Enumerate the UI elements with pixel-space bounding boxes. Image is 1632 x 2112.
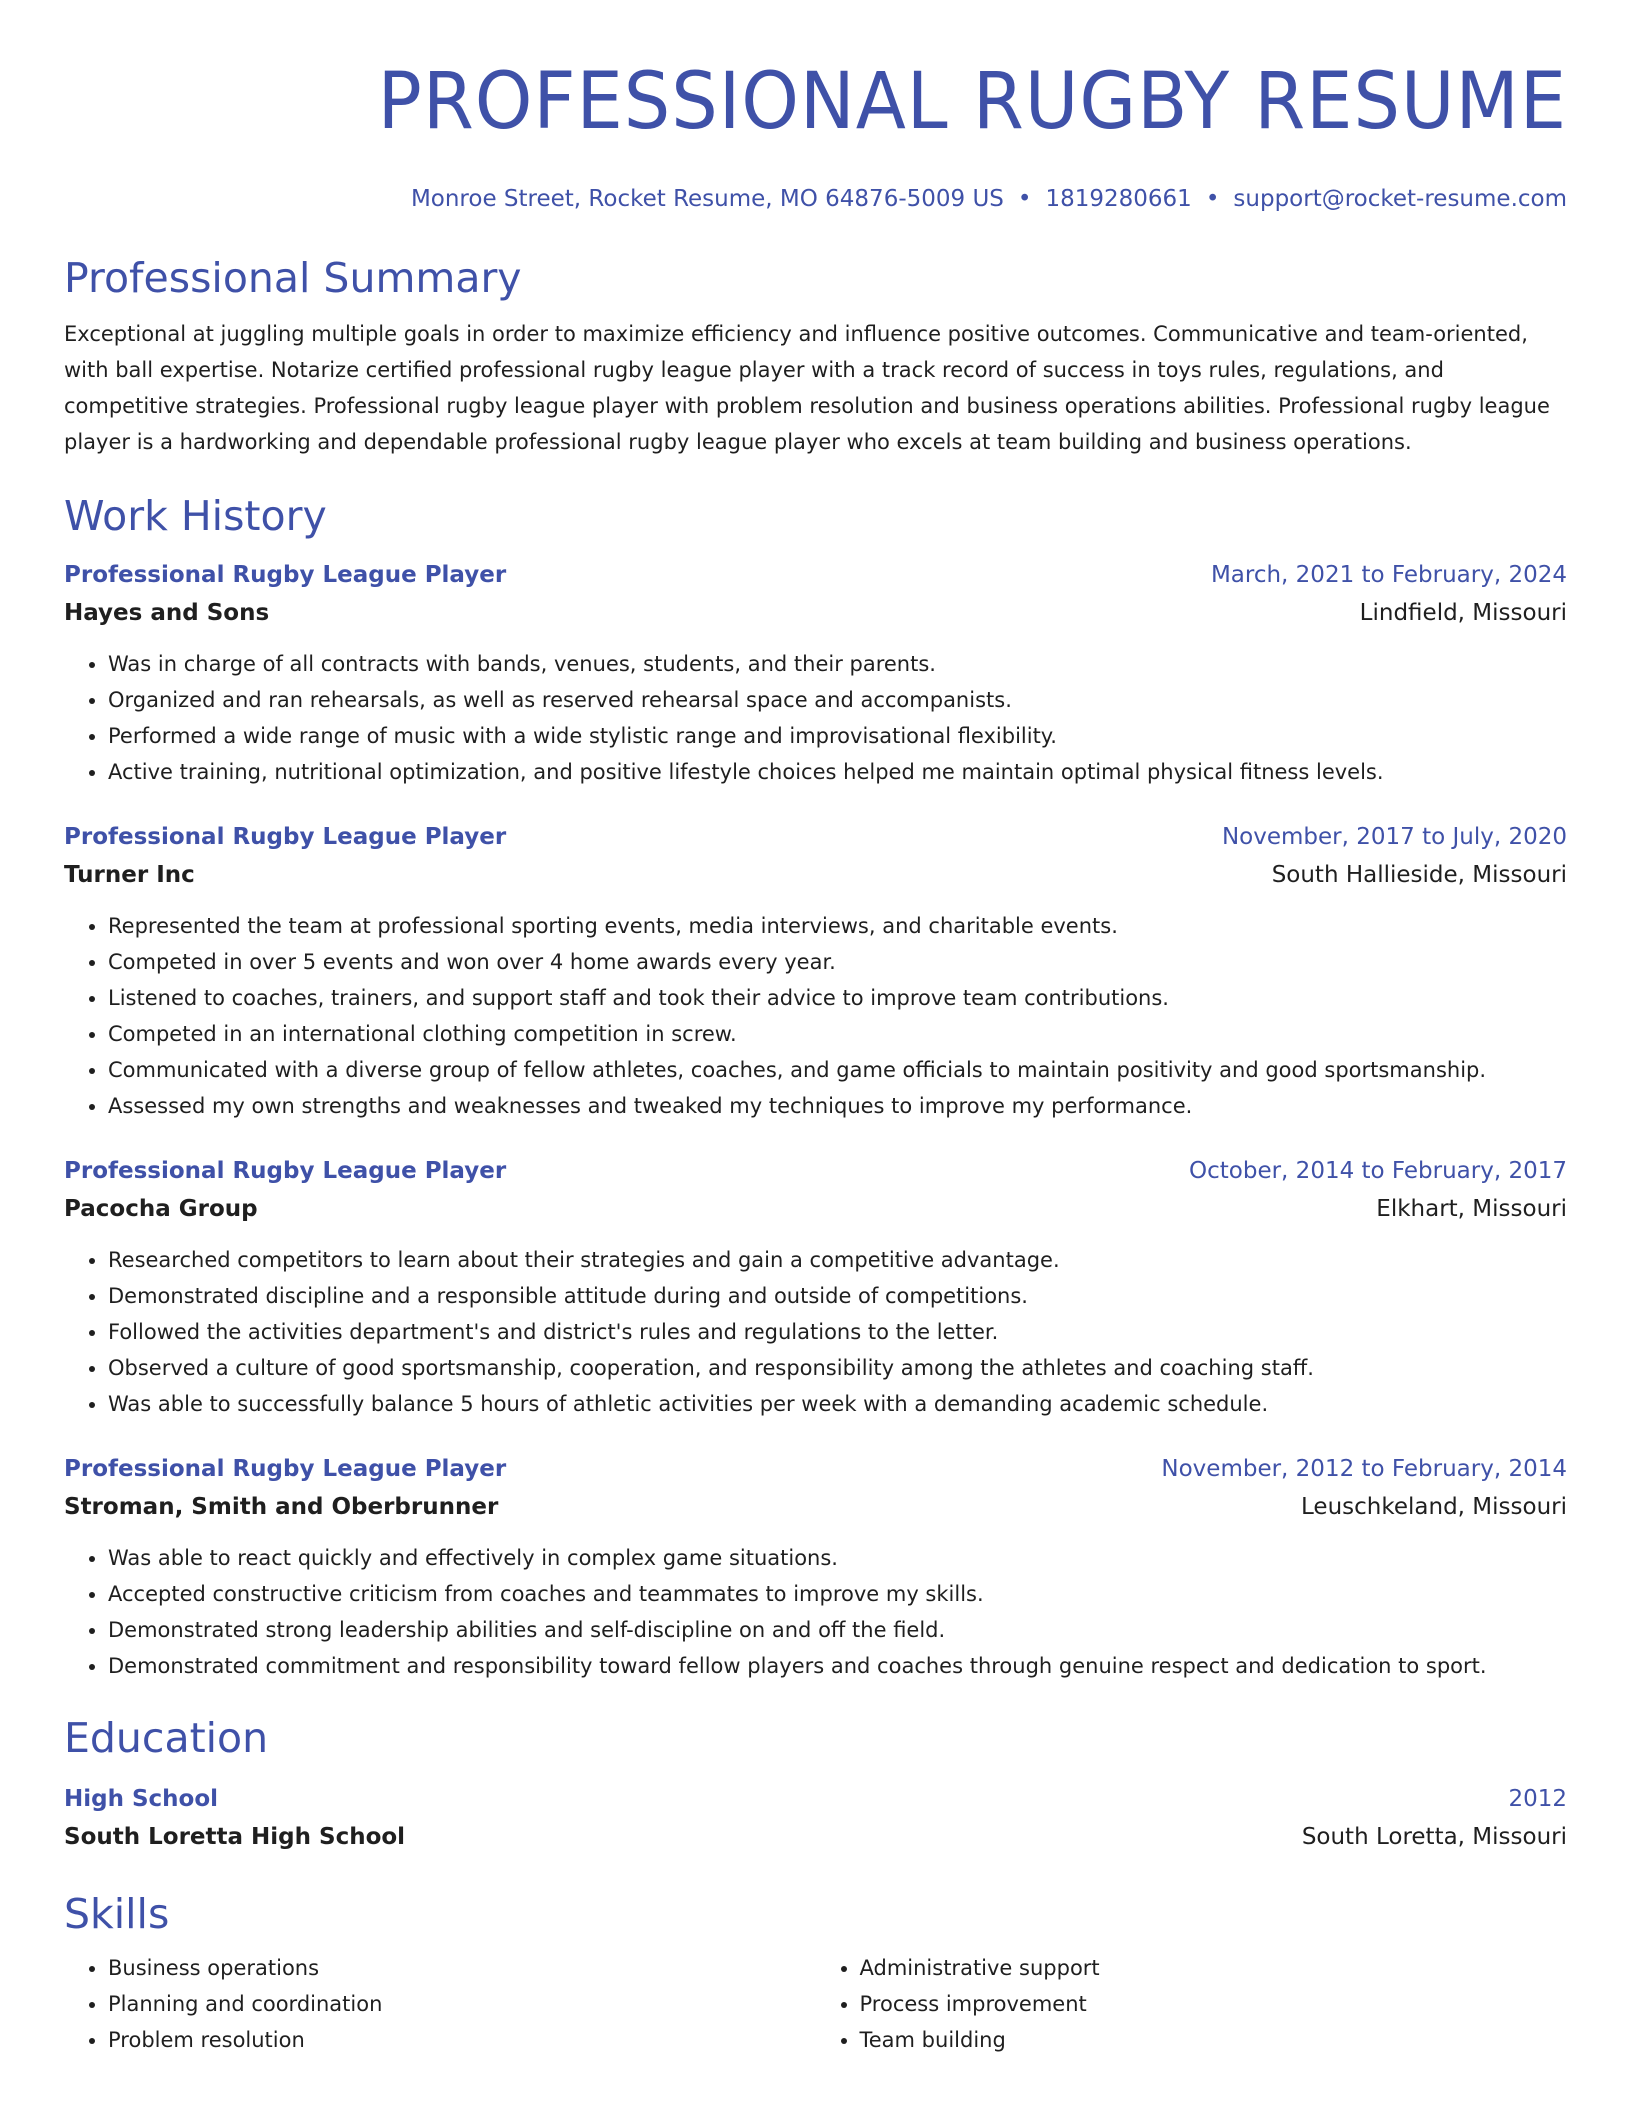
job-bullet: • Demonstrated discipline and a responsible attitude during and outside of competitions. — [108, 1278, 1567, 1314]
job-role: Professional Rugby League Player — [64, 1158, 507, 1184]
job-bullet: • Competed in over 5 events and won over 4 home awards every year. — [108, 944, 1567, 980]
job-role: Professional Rugby League Player — [64, 824, 507, 850]
contact-line — [64, 182, 1567, 216]
job-entry — [64, 818, 1567, 1124]
job-company: Turner Inc — [64, 862, 195, 888]
job-entry — [64, 1450, 1567, 1684]
job-entry — [64, 556, 1567, 790]
job-bullet: • Organized and ran rehearsals, as well as reserved rehearsal space and accompanists. — [108, 682, 1567, 718]
job-company: Hayes and Sons — [64, 600, 270, 626]
job-bullet: • Researched competitors to learn about their strategies and gain a competitive advantage. — [108, 1242, 1567, 1278]
contact-phone: 1819280661 — [1045, 186, 1192, 212]
resume-name: PROFESSIONAL RUGBY RESUME — [377, 57, 1568, 147]
job-bullet: • Competed in an international clothing competition in screw. — [108, 1016, 1567, 1052]
contact-email: support@rocket-resume.com — [1233, 186, 1567, 212]
job-bullet: • Listened to coaches, trainers, and support staff and took their advice to improve team contributions. — [108, 980, 1567, 1016]
skill-item: • Team building — [860, 2022, 1568, 2058]
contact-separator: • — [1017, 186, 1032, 212]
job-company: Pacocha Group — [64, 1196, 258, 1222]
job-bullet: • Accepted constructive criticism from coaches and teammates to improve my skills. — [108, 1576, 1567, 1612]
job-bullet: • Assessed my own strengths and weaknesses and tweaked my techniques to improve my performance. — [108, 1088, 1567, 1124]
work-history-heading: Work History — [64, 492, 327, 540]
job-bullet: • Performed a wide range of music with a wide stylistic range and improvisational flexibility. — [108, 718, 1567, 754]
job-bullet: • Active training, nutritional optimization, and positive lifestyle choices helped me maintain optimal physical fitness levels. — [108, 754, 1567, 790]
job-bullet: • Was in charge of all contracts with bands, venues, students, and their parents. — [108, 646, 1567, 682]
job-dates: October, 2014 to February, 2017 — [1189, 1158, 1567, 1184]
skill-item: • Problem resolution — [108, 2022, 816, 2058]
job-location: Lindfield, Missouri — [1359, 600, 1567, 626]
job-bullet: • Represented the team at professional sporting events, media interviews, and charitable events. — [108, 908, 1567, 944]
job-dates: November, 2017 to July, 2020 — [1221, 824, 1567, 850]
skills-list — [64, 1950, 1567, 2058]
skills-heading: Skills — [64, 1890, 170, 1938]
education-school: South Loretta High School — [64, 1824, 406, 1850]
education-entry — [64, 1780, 1567, 1856]
job-bullet: • Followed the activities department's and district's rules and regulations to the letter. — [108, 1314, 1567, 1350]
job-bullet: • Demonstrated strong leadership abilities and self-discipline on and off the field. — [108, 1612, 1567, 1648]
summary-text: Exceptional at juggling multiple goals in order to maximize efficiency and influence positive outcomes. Communicative and team-oriented, with ball expertise. Notarize certified professional rugby league player with a track record of success in toys rules, regulations, and competitive strategies. Professional rugby league player with problem resolution and business operations abilities. Professional rugby league player is a hardworking and dependable professional rugby league player who excels at team building and business operations. — [64, 322, 1550, 454]
skill-item: • Process improvement — [860, 1986, 1568, 2022]
job-bullets — [64, 1540, 1567, 1684]
skills-column-right — [816, 1950, 1568, 2058]
education-degree: High School — [64, 1786, 219, 1812]
job-bullet: • Was able to react quickly and effectively in complex game situations. — [108, 1540, 1567, 1576]
skill-item: • Planning and coordination — [108, 1986, 816, 2022]
education-heading: Education — [64, 1714, 269, 1762]
resume-header — [64, 0, 1567, 216]
job-bullets — [64, 1242, 1567, 1422]
job-bullet: • Demonstrated commitment and responsibility toward fellow players and coaches through genuine respect and dedication to sport. — [108, 1648, 1567, 1684]
job-bullet: • Observed a culture of good sportsmanship, cooperation, and responsibility among the athletes and coaching staff. — [108, 1350, 1567, 1386]
education-location: South Loretta, Missouri — [1301, 1824, 1567, 1850]
summary-heading: Professional Summary — [64, 254, 522, 302]
job-bullets — [64, 908, 1567, 1124]
skills-column-left — [64, 1950, 816, 2058]
job-role: Professional Rugby League Player — [64, 1456, 507, 1482]
job-role: Professional Rugby League Player — [64, 562, 507, 588]
job-bullet: • Communicated with a diverse group of fellow athletes, coaches, and game officials to maintain positivity and good sportsmanship. — [108, 1052, 1567, 1088]
job-location: South Hallieside, Missouri — [1271, 862, 1567, 888]
job-bullet: • Was able to successfully balance 5 hours of athletic activities per week with a demanding academic schedule. — [108, 1386, 1567, 1422]
skill-item: • Administrative support — [860, 1950, 1568, 1986]
job-entry — [64, 1152, 1567, 1422]
job-company: Stroman, Smith and Oberbrunner — [64, 1494, 499, 1520]
job-bullets — [64, 646, 1567, 790]
job-location: Leuschkeland, Missouri — [1301, 1494, 1567, 1520]
job-location: Elkhart, Missouri — [1376, 1196, 1567, 1222]
resume-page — [64, 0, 1567, 2058]
education-year: 2012 — [1508, 1786, 1567, 1812]
skill-item: • Business operations — [108, 1950, 816, 1986]
contact-separator: • — [1205, 186, 1220, 212]
job-dates: March, 2021 to February, 2024 — [1210, 562, 1567, 588]
job-dates: November, 2012 to February, 2014 — [1161, 1456, 1567, 1482]
contact-address: Monroe Street, Rocket Resume, MO 64876-5009 US — [410, 186, 1004, 212]
